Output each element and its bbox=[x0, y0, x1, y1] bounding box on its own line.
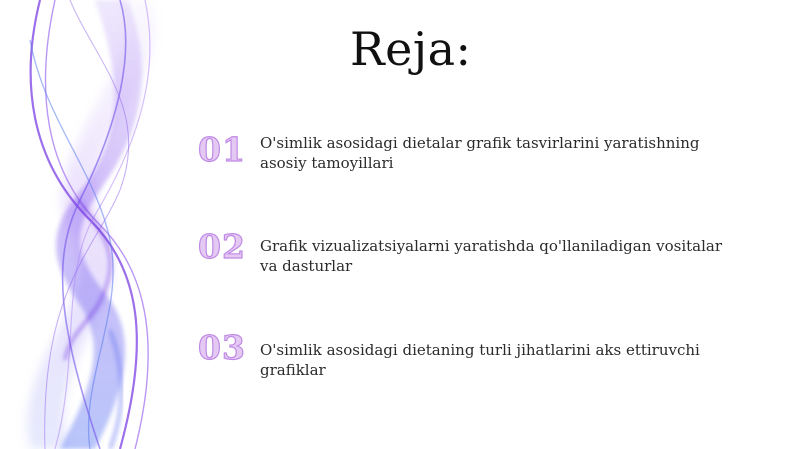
agenda-item bbox=[198, 227, 758, 293]
agenda-item-number: 03 bbox=[198, 328, 246, 367]
agenda-item-text: O'simlik asosidagi dietalar grafik tasvirlarini yaratishning asosiy tamoyillari bbox=[260, 134, 700, 172]
agenda-item-text: O'simlik asosidagi dietaning turli jihatlarini aks ettiruvchi grafiklar bbox=[260, 341, 700, 379]
agenda-item bbox=[198, 328, 758, 396]
agenda-item-text: Grafik vizualizatsiyalarni yaratishda qo'llaniladigan vositalar va dasturlar bbox=[260, 237, 723, 275]
agenda-item bbox=[198, 130, 758, 193]
agenda-item-number: 02 bbox=[198, 227, 246, 266]
purple-smoke-ribbon-icon bbox=[0, 0, 200, 449]
slide-title: Reja: bbox=[350, 22, 472, 76]
agenda-item-number: 01 bbox=[198, 130, 246, 169]
